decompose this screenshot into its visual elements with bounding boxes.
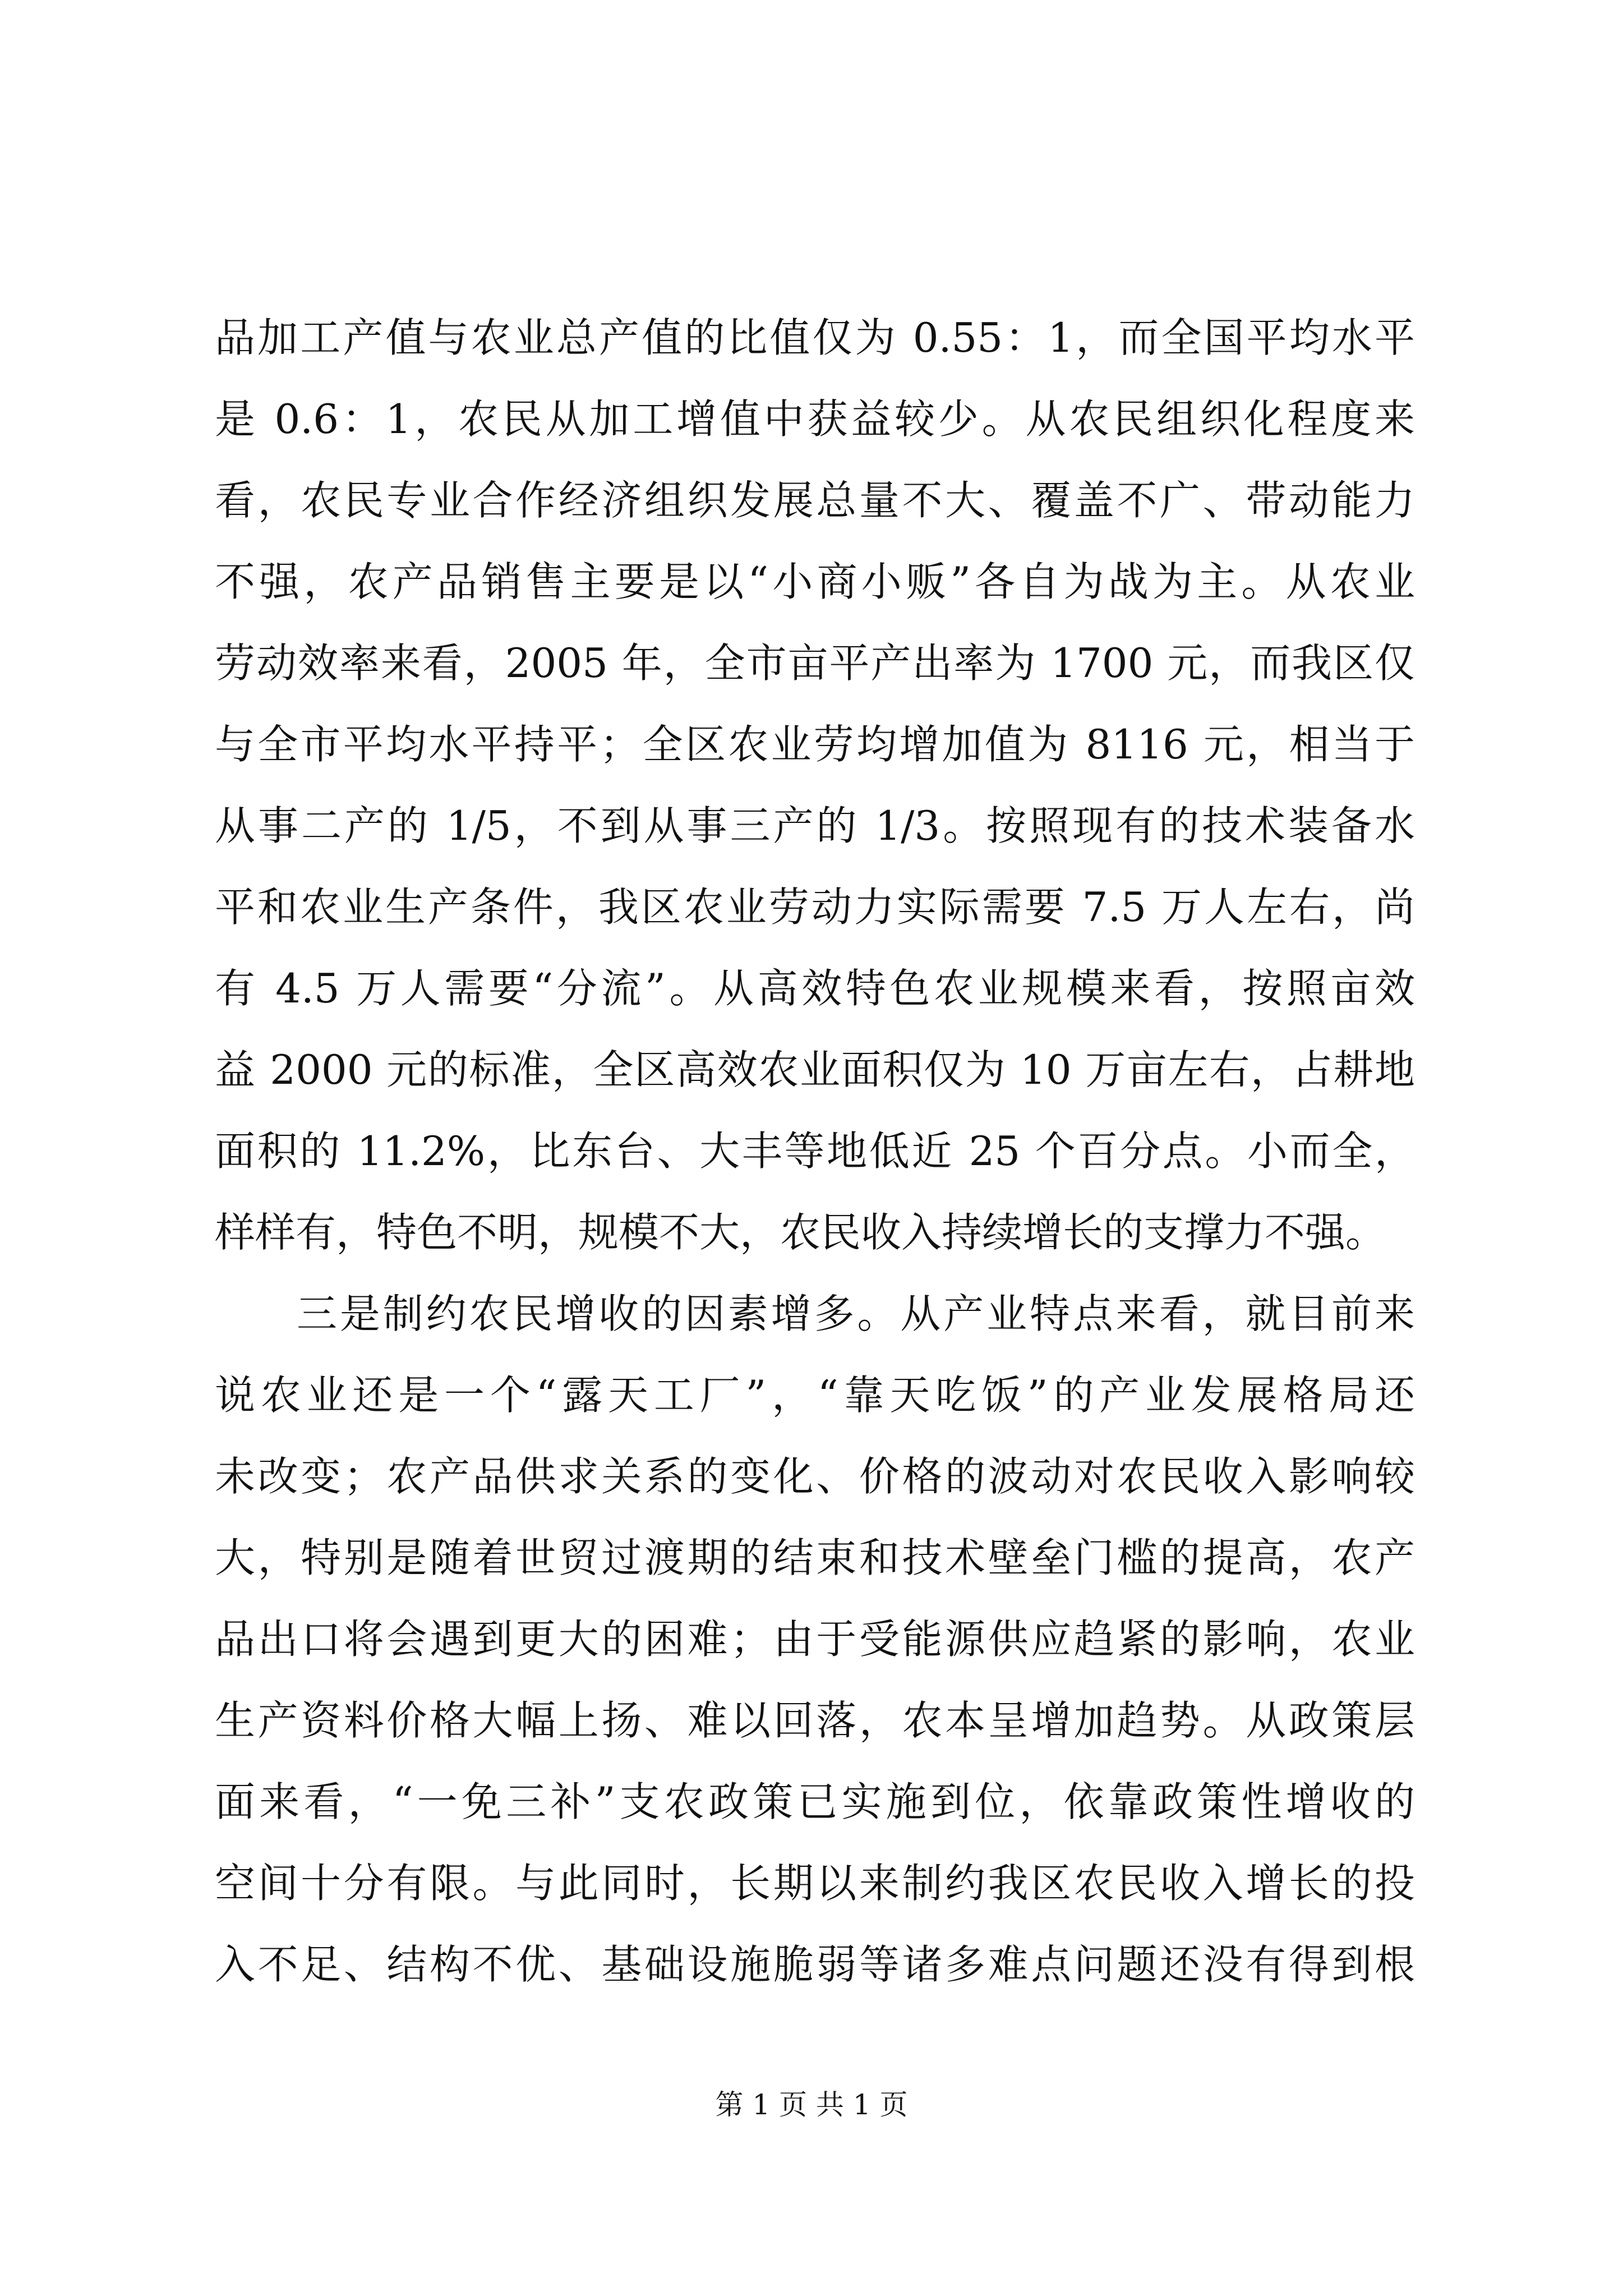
text-line: 空间十分有限。与此同时，长期以来制约我区农民收入增长的投 <box>215 1860 1415 1907</box>
text-line: 大，特别是随着世贸过渡期的结束和技术壁垒门槛的提高，农产 <box>215 1534 1415 1581</box>
text-line: 是 0.6：1，农民从加工增值中获益较少。从农民组织化程度来 <box>215 395 1415 443</box>
text-line: 平和农业生产条件，我区农业劳动力实际需要 7.5 万人左右，尚 <box>215 884 1415 931</box>
text-line: 面积的 11.2%，比东台、大丰等地低近 25 个百分点。小而全， <box>215 1128 1415 1175</box>
text-line: 有 4.5 万人需要“分流”。从高效特色农业规模来看，按照亩效 <box>215 965 1415 1012</box>
text-line: 面来看，“一免三补”支农政策已实施到位，依靠政策性增收的 <box>215 1778 1415 1825</box>
text-line: 说农业还是一个“露天工厂”，“靠天吃饭”的产业发展格局还 <box>215 1372 1415 1419</box>
text-line: 从事二产的 1/5，不到从事三产的 1/3。按照现有的技术装备水 <box>215 802 1415 849</box>
text-line: 品加工产值与农业总产值的比值仅为 0.55：1，而全国平均水平 <box>215 314 1415 361</box>
text-line: 与全市平均水平持平；全区农业劳均增加值为 8116 元，相当于 <box>215 721 1415 768</box>
text-line: 样样有，特色不明，规模不大，农民收入持续增长的支撑力不强。 <box>215 1209 1386 1256</box>
text-line: 不强，农产品销售主要是以“小商小贩”各自为战为主。从农业 <box>215 558 1415 605</box>
text-line: 生产资料价格大幅上扬、难以回落，农本呈增加趋势。从政策层 <box>215 1697 1415 1744</box>
paragraph-start-line: 三是制约农民增收的因素增多。从产业特点来看，就目前来 <box>297 1290 1415 1337</box>
page-number-footer: 第 1 页 共 1 页 <box>715 2088 908 2121</box>
text-line: 劳动效率来看，2005 年，全市亩平产出率为 1700 元，而我区仅 <box>215 639 1415 687</box>
text-line: 未改变；农产品供求关系的变化、价格的波动对农民收入影响较 <box>215 1453 1415 1500</box>
text-line: 看，农民专业合作经济组织发展总量不大、覆盖不广、带动能力 <box>215 477 1415 524</box>
text-line: 益 2000 元的标准，全区高效农业面积仅为 10 万亩左右，占耕地 <box>215 1046 1415 1093</box>
text-line: 入不足、结构不优、基础设施脆弱等诸多难点问题还没有得到根 <box>215 1941 1415 1988</box>
text-line: 品出口将会遇到更大的困难；由于受能源供应趋紧的影响，农业 <box>215 1616 1415 1663</box>
document-body <box>215 297 1415 2005</box>
